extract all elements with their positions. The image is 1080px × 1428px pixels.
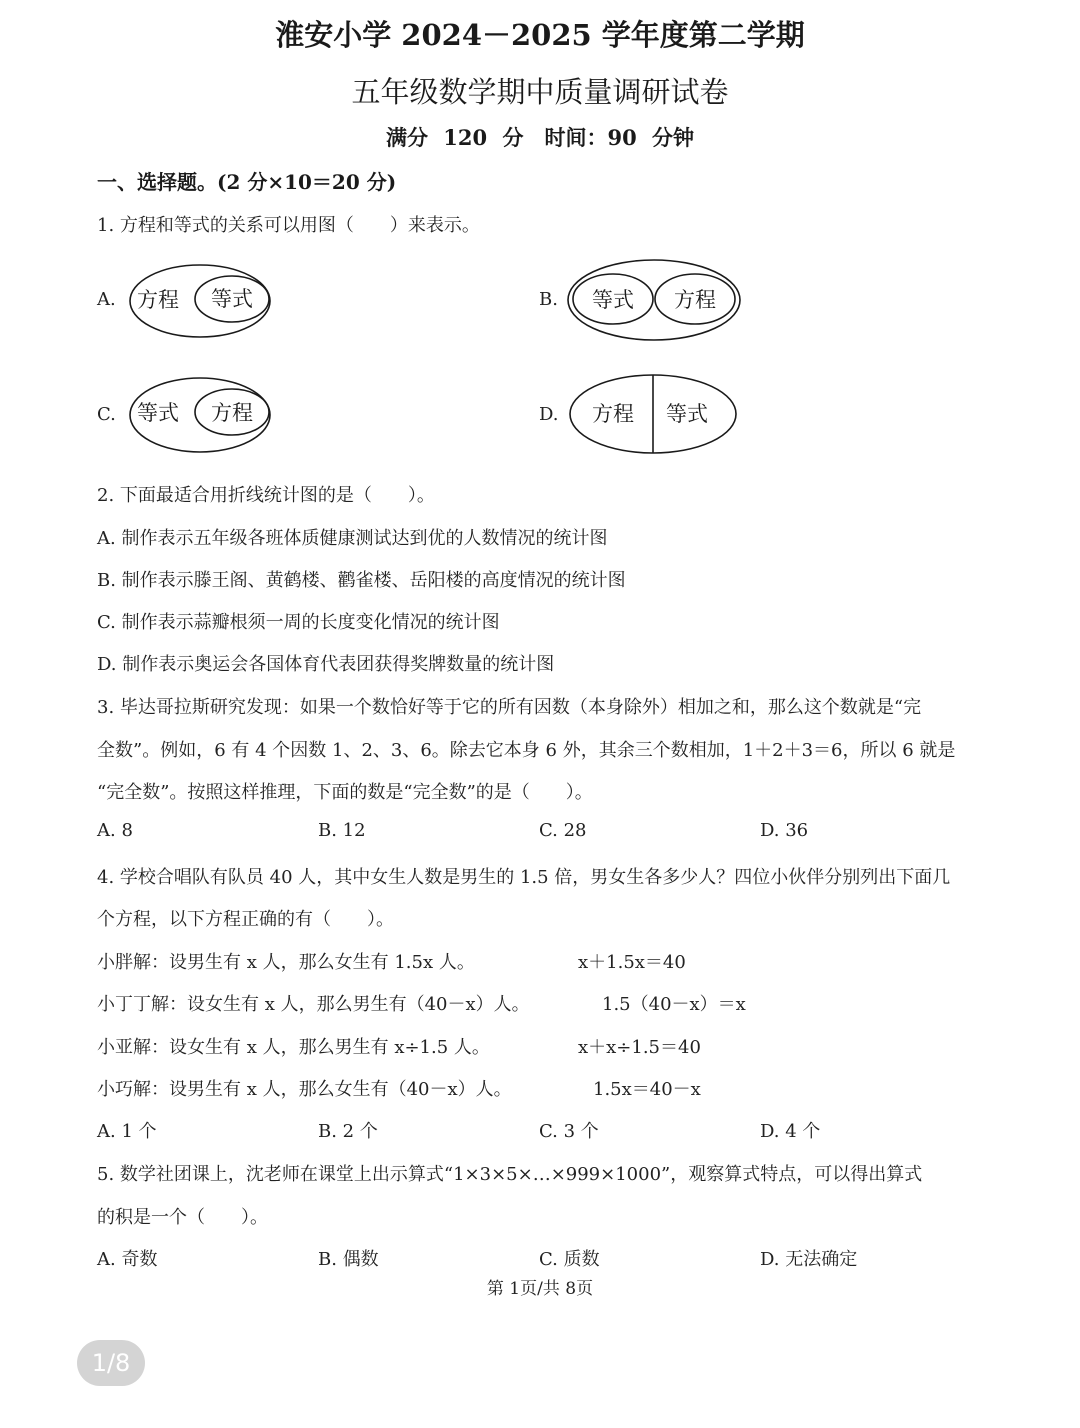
q4-solution-3-text: 小亚解：设女生有 x 人，那么男生有 x÷1.5 人。 bbox=[97, 1037, 490, 1058]
page-footer: 第 1页/共 8页 bbox=[486, 1279, 594, 1299]
right-label: 方程 bbox=[674, 288, 716, 312]
q4-solution-4-equation: 1.5x＝40－x bbox=[593, 1079, 701, 1100]
q2-option-a: A. 制作表示五年级各班体质健康测试达到优的人数情况的统计图 bbox=[97, 528, 608, 549]
question-3-line-3: “完全数”。按照这样推理，下面的数是“完全数”的是（ ）。 bbox=[97, 782, 593, 803]
q3-option-c: C. 28 bbox=[539, 820, 587, 841]
left-label: 方程 bbox=[592, 402, 634, 426]
question-4-line-1: 4. 学校合唱队有队员 40 人，其中女生人数是男生的 1.5 倍，男女生各多少人？四位小伙伴分别列出下面几 bbox=[97, 867, 951, 888]
question-3-line-1: 3. 毕达哥拉斯研究发现：如果一个数恰好等于它的所有因数（本身除外）相加之和，那么这个数就是“完 bbox=[97, 697, 922, 718]
q5-option-b: B. 偶数 bbox=[318, 1249, 379, 1270]
q4-solution-3-equation: x＋x÷1.5＝40 bbox=[578, 1037, 701, 1058]
q5-option-d: D. 无法确定 bbox=[760, 1249, 858, 1270]
question-5-line-1: 5. 数学社团课上，沈老师在课堂上出示算式“1×3×5×…×999×1000”，观察算式特点，可以得出算式 bbox=[97, 1164, 923, 1185]
inner-label: 方程 bbox=[211, 401, 253, 425]
question-5-line-2: 的积是一个（ ）。 bbox=[97, 1207, 268, 1228]
q1-option-a-letter: A. bbox=[97, 289, 116, 310]
q2-option-c: C. 制作表示蒜瓣根须一周的长度变化情况的统计图 bbox=[97, 612, 500, 633]
q1-option-c-diagram bbox=[128, 375, 278, 455]
q1-option-b-letter: B. bbox=[539, 289, 558, 310]
q4-option-d: D. 4 个 bbox=[760, 1121, 821, 1142]
q4-solution-2-equation: 1.5（40－x）＝x bbox=[602, 994, 746, 1015]
section-heading: 一、选择题。(2 分×10＝20 分) bbox=[97, 170, 397, 194]
q4-option-c: C. 3 个 bbox=[539, 1121, 599, 1142]
exam-info: 满分 120 分 时间：90 分钟 bbox=[386, 125, 694, 150]
q1-option-b-diagram bbox=[566, 258, 744, 344]
page-indicator[interactable]: 1/8 bbox=[77, 1340, 145, 1386]
q5-option-a: A. 奇数 bbox=[97, 1249, 158, 1270]
q4-solution-2-text: 小丁丁解：设女生有 x 人，那么男生有（40－x）人。 bbox=[97, 994, 530, 1015]
q3-option-b: B. 12 bbox=[318, 820, 366, 841]
question-4-line-2: 个方程，以下方程正确的有（ ）。 bbox=[97, 909, 394, 930]
q4-solution-4-text: 小巧解：设男生有 x 人，那么女生有（40－x）人。 bbox=[97, 1079, 512, 1100]
question-2-stem: 2. 下面最适合用折线统计图的是（ ）。 bbox=[97, 485, 435, 506]
q1-option-c-letter: C. bbox=[97, 404, 116, 425]
question-3-line-2: 全数”。例如，6 有 4 个因数 1、2、3、6。除去它本身 6 外，其余三个数相加，1＋2＋3＝6，所以 6 就是 bbox=[97, 740, 956, 761]
q1-option-d-letter: D. bbox=[539, 404, 559, 425]
q4-option-b: B. 2 个 bbox=[318, 1121, 378, 1142]
q5-option-c: C. 质数 bbox=[539, 1249, 600, 1270]
exam-subtitle: 五年级数学期中质量调研试卷 bbox=[351, 75, 729, 109]
q3-option-a: A. 8 bbox=[97, 820, 133, 841]
q3-option-d: D. 36 bbox=[760, 820, 809, 841]
exam-title: 淮安小学 2024－2025 学年度第二学期 bbox=[275, 18, 805, 52]
q1-option-a-diagram bbox=[128, 263, 278, 339]
question-1-stem: 1. 方程和等式的关系可以用图（ ）来表示。 bbox=[97, 215, 480, 236]
inner-label: 等式 bbox=[211, 287, 253, 311]
q1-option-d-diagram bbox=[568, 373, 740, 455]
q4-option-a: A. 1 个 bbox=[97, 1121, 157, 1142]
outer-label: 等式 bbox=[137, 401, 179, 425]
outer-label: 方程 bbox=[137, 288, 179, 312]
right-label: 等式 bbox=[666, 402, 708, 426]
q2-option-d: D. 制作表示奥运会各国体育代表团获得奖牌数量的统计图 bbox=[97, 654, 555, 675]
q4-solution-1-text: 小胖解：设男生有 x 人，那么女生有 1.5x 人。 bbox=[97, 952, 475, 973]
left-label: 等式 bbox=[592, 288, 634, 312]
q4-solution-1-equation: x＋1.5x＝40 bbox=[578, 952, 686, 973]
q2-option-b: B. 制作表示滕王阁、黄鹤楼、鹳雀楼、岳阳楼的高度情况的统计图 bbox=[97, 570, 626, 591]
